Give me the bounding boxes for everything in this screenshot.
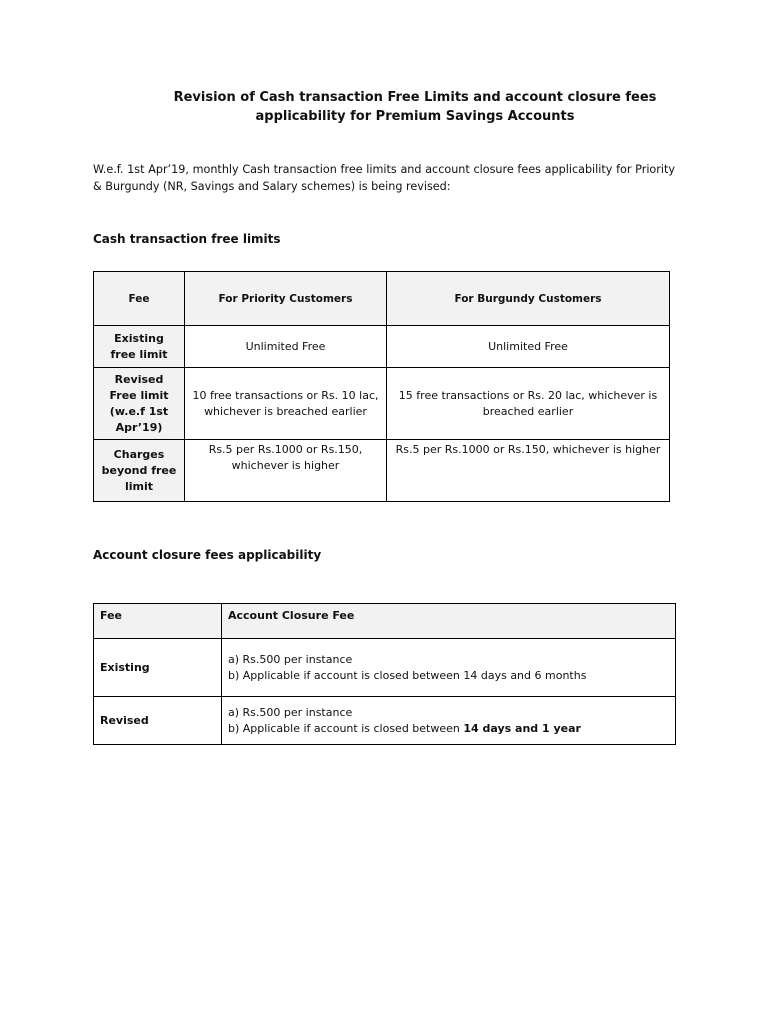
priority-cell: Rs.5 per Rs.1000 or Rs.150, whichever is higher (185, 440, 387, 502)
priority-cell: Unlimited Free (185, 326, 387, 368)
priority-cell: 10 free transactions or Rs. 10 lac, whichever is breached earlier (185, 368, 387, 440)
row-label: Existing (94, 639, 222, 697)
cash-header-fee: Fee (94, 272, 185, 326)
table-row (94, 440, 670, 502)
closure-header-fee: Fee (94, 604, 222, 639)
closure-line-a: a) Rs.500 per instance (228, 705, 353, 719)
closure-fee-cell (222, 639, 676, 697)
closure-line-b (228, 721, 669, 737)
cash-table-header-row (94, 272, 670, 326)
closure-section-heading: Account closure fees applicability (93, 548, 322, 562)
table-row (94, 697, 676, 745)
title-line-1: Revision of Cash transaction Free Limits and account closure fees (173, 90, 657, 105)
row-label: Revised Free limit (w.e.f 1st Apr’19) (94, 368, 185, 440)
cash-limits-table (93, 271, 670, 502)
burgundy-cell: Rs.5 per Rs.1000 or Rs.150, whichever is higher (387, 440, 670, 502)
table-row (94, 326, 670, 368)
row-label: Existing free limit (94, 326, 185, 368)
intro-paragraph: W.e.f. 1st Apr’19, monthly Cash transaction free limits and account closure fees applicability for Priority & Burgundy (NR, Savings and Salary schemes) is being revised: (93, 163, 675, 193)
closure-table-header-row (94, 604, 676, 639)
document-title (90, 88, 740, 126)
burgundy-cell: Unlimited Free (387, 326, 670, 368)
closure-header-fee-detail: Account Closure Fee (222, 604, 676, 639)
closure-line-b-prefix: b) Applicable if account is closed between (228, 721, 464, 735)
cash-section-heading: Cash transaction free limits (93, 232, 281, 246)
closure-line-b-emphasis: 14 days and 1 year (463, 721, 581, 735)
closure-line-b: b) Applicable if account is closed between 14 days and 6 months (228, 668, 587, 682)
cash-header-burgundy: For Burgundy Customers (387, 272, 670, 326)
title-line-2: applicability for Premium Savings Accounts (255, 109, 575, 124)
row-label: Charges beyond free limit (94, 440, 185, 502)
burgundy-cell: 15 free transactions or Rs. 20 lac, whichever is breached earlier (387, 368, 670, 440)
closure-fee-cell (222, 697, 676, 745)
closure-line-a: a) Rs.500 per instance (228, 652, 353, 666)
closure-fee-table (93, 603, 676, 745)
table-row (94, 368, 670, 440)
table-row (94, 639, 676, 697)
cash-header-priority: For Priority Customers (185, 272, 387, 326)
row-label: Revised (94, 697, 222, 745)
